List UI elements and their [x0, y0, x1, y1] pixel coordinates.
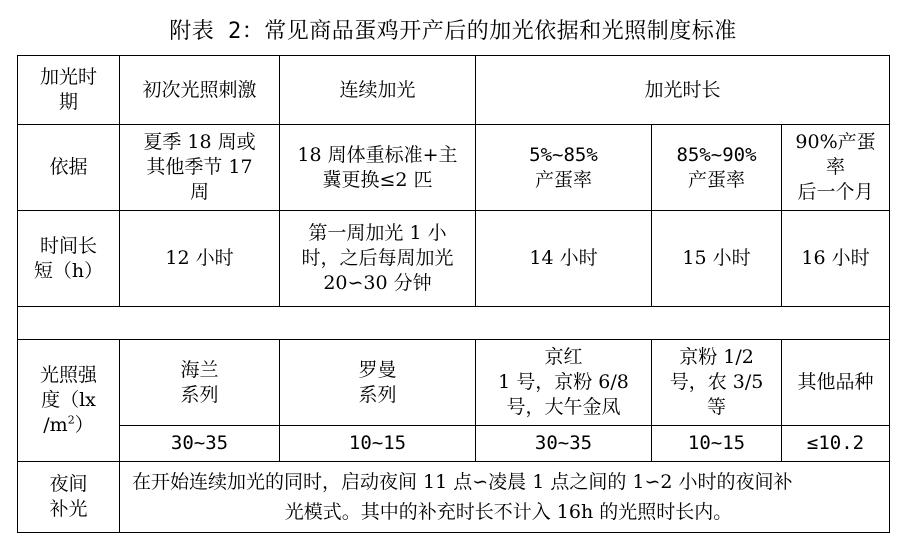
- cell-basis-duration-3: 90%产蛋 率 后一个月: [782, 125, 890, 211]
- cell-period-label: 加光时 期: [18, 56, 120, 125]
- cell-time-duration-3: 16 小时: [782, 211, 890, 307]
- cell-basis-first: 夏季 18 周或 其他季节 17 周: [120, 125, 280, 211]
- cell-basis-continuous: 18 周体重标准+主 冀更换≤2 匹: [280, 125, 476, 211]
- cell-time-continuous: 第一周加光 1 小 时，之后每周加光 20∽30 分钟: [280, 211, 476, 307]
- cell-time-duration-1: 14 小时: [476, 211, 652, 307]
- page-title: 附表 2：常见商品蛋鸡开产后的加光依据和光照制度标准: [169, 19, 737, 44]
- table-row-night: [18, 462, 890, 533]
- cell-breed-luoman: 罗曼 系列: [280, 340, 476, 426]
- table-row-breeds: [18, 340, 890, 426]
- cell-lighting-duration: 加光时长: [476, 56, 890, 125]
- table-row-basis: [18, 125, 890, 211]
- cell-night-description: 在开始连续加光的同时，启动夜间 11 点∽凌晨 1 点之间的 1∽2 小时的夜间补 光模式。其中的补充时长不计入 16h 的光照时长内。: [120, 462, 890, 533]
- cell-intensity-label: 光照强 度（lx $/m^2$）: [18, 340, 120, 462]
- cell-first-stimulation: 初次光照刺激: [120, 56, 280, 125]
- cell-breed-jinghong: 京红 1 号，京粉 6/8 号，大午金凤: [476, 340, 652, 426]
- cell-intensity-value-1: 30~35: [120, 426, 280, 462]
- cell-time-first: 12 小时: [120, 211, 280, 307]
- cell-intensity-value-4: 10~15: [652, 426, 782, 462]
- cell-basis-duration-1: 5%~85% 产蛋率: [476, 125, 652, 211]
- cell-intensity-value-5: ≤10.2: [782, 426, 890, 462]
- table-row-time: [18, 211, 890, 307]
- cell-basis-duration-2: 85%~90% 产蛋率: [652, 125, 782, 211]
- table-row-period: [18, 56, 890, 125]
- cell-basis-label: 依据: [18, 125, 120, 211]
- cell-time-label: 时间长 短（h）: [18, 211, 120, 307]
- table-row-spacer: [18, 307, 890, 340]
- cell-breed-jingfen: 京粉 1/2 号，农 3/5 等: [652, 340, 782, 426]
- cell-intensity-value-2: 10~15: [280, 426, 476, 462]
- cell-spacer: [18, 307, 890, 340]
- table-row-intensity-values: [18, 426, 890, 462]
- cell-continuous-lighting: 连续加光: [280, 56, 476, 125]
- cell-time-duration-2: 15 小时: [652, 211, 782, 307]
- lighting-standard-table: [17, 55, 890, 533]
- cell-breed-hailan: 海兰 系列: [120, 340, 280, 426]
- cell-night-label: 夜间 补光: [18, 462, 120, 533]
- cell-breed-other: 其他品种: [782, 340, 890, 426]
- cell-intensity-value-3: 30~35: [476, 426, 652, 462]
